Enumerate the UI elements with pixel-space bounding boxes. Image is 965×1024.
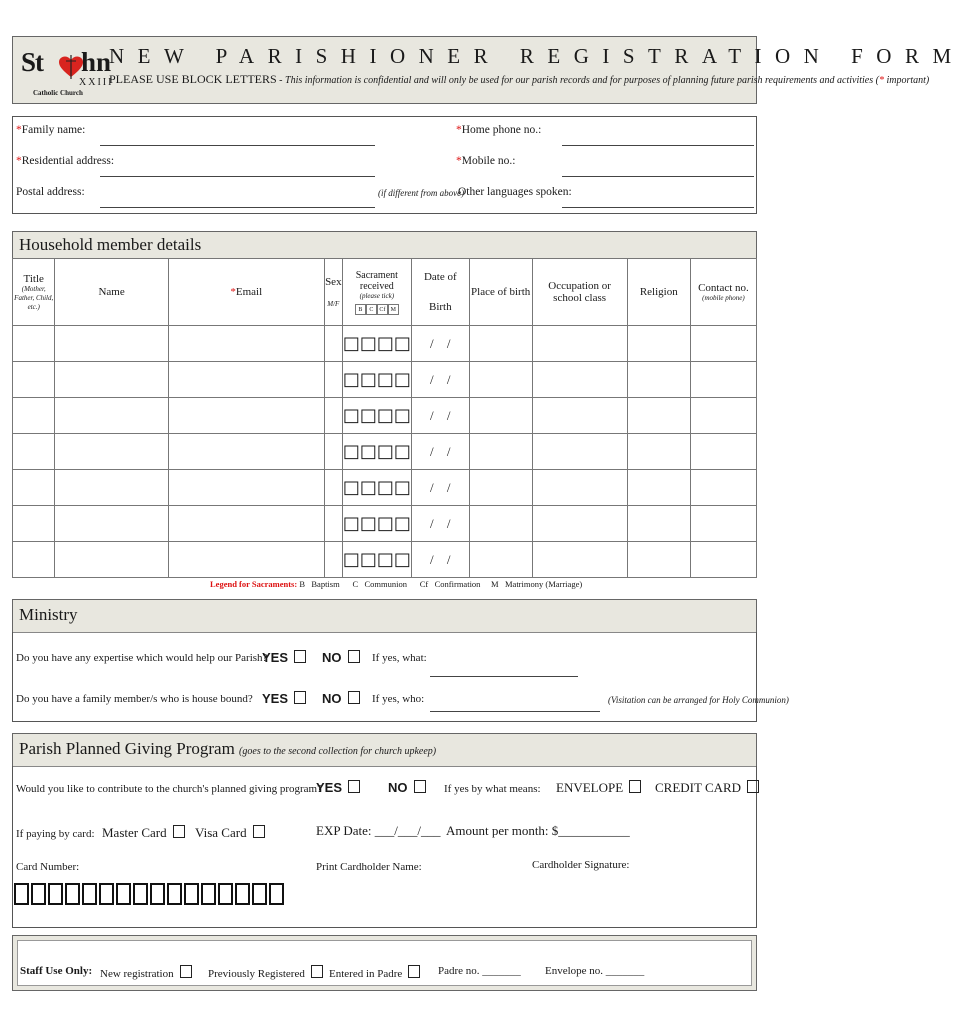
visitation-note: (Visitation can be arranged for Holy Communion) xyxy=(608,695,789,705)
entered-in-padre-option[interactable]: Entered in Padre xyxy=(329,965,420,980)
logo-xxiii: XXIII xyxy=(79,77,114,88)
religion-cell[interactable] xyxy=(627,326,690,362)
date-slashes: / / xyxy=(430,407,451,423)
house-bound-yes-option[interactable]: YES xyxy=(262,691,306,706)
card-digit-box[interactable] xyxy=(218,883,233,905)
house-bound-no-option[interactable]: NO xyxy=(322,691,360,706)
card-digit-box[interactable] xyxy=(235,883,250,905)
if-different-note: (if different from above) xyxy=(378,188,465,198)
card-digit-box[interactable] xyxy=(167,883,182,905)
new-registration-option[interactable]: New registration xyxy=(100,965,192,980)
sacrament-cell[interactable] xyxy=(342,470,411,506)
title-cell[interactable] xyxy=(13,398,55,434)
email-cell[interactable] xyxy=(168,470,324,506)
sacrament-cell[interactable] xyxy=(342,362,411,398)
checkbox[interactable] xyxy=(294,650,306,663)
card-digit-box[interactable] xyxy=(201,883,216,905)
credit-card-option[interactable]: CREDIT CARD xyxy=(655,780,759,796)
expertise-no-option[interactable]: NO xyxy=(322,650,360,665)
sac-c-header: C xyxy=(366,304,377,315)
contact-cell[interactable] xyxy=(690,434,756,470)
card-digit-box[interactable] xyxy=(252,883,267,905)
occupation-cell[interactable] xyxy=(532,326,627,362)
checkbox[interactable] xyxy=(173,825,185,838)
staff-use-label: Staff Use Only: xyxy=(20,965,93,977)
card-digit-box[interactable] xyxy=(116,883,131,905)
sacrament-cell[interactable] xyxy=(342,398,411,434)
legend-label: Legend for Sacraments: xyxy=(210,579,298,589)
household-table-body xyxy=(13,326,757,578)
household-member-row xyxy=(13,542,757,578)
if-paying-label: If paying by card: xyxy=(16,828,95,840)
card-digit-box[interactable] xyxy=(14,883,29,905)
place-of-birth-cell[interactable] xyxy=(469,542,532,578)
if-yes-who-field[interactable] xyxy=(430,711,600,712)
giving-section-title: Parish Planned Giving Program (goes to the second collection for church upkeep) xyxy=(19,739,437,758)
household-member-row xyxy=(13,434,757,470)
staff-use-section xyxy=(12,935,757,991)
other-languages-field[interactable] xyxy=(562,207,754,208)
block-letters-note: PLEASE USE BLOCK LETTERS xyxy=(109,72,277,86)
name-cell[interactable] xyxy=(55,398,168,434)
title-cell[interactable] xyxy=(13,326,55,362)
important-note: important) xyxy=(883,75,930,86)
expertise-yes-option[interactable]: YES xyxy=(262,650,306,665)
col-title: Title (Mother, Father, Child, etc.) xyxy=(13,259,55,326)
place-of-birth-cell[interactable] xyxy=(469,434,532,470)
title-cell[interactable] xyxy=(13,470,55,506)
expertise-question: Do you have any expertise which would help our Parish? xyxy=(16,652,268,664)
religion-cell[interactable] xyxy=(627,398,690,434)
sex-cell[interactable] xyxy=(324,470,342,506)
checkbox[interactable] xyxy=(311,965,323,978)
contact-cell[interactable] xyxy=(690,506,756,542)
date-of-birth-cell[interactable] xyxy=(411,362,469,398)
date-slashes: / / xyxy=(430,479,451,495)
sacrament-checkboxes[interactable]: □□□□ xyxy=(342,369,411,390)
sac-m-header: M xyxy=(388,304,399,315)
date-slashes: / / xyxy=(430,335,451,351)
col-email: *Email xyxy=(168,259,324,326)
date-slashes: / / xyxy=(430,515,451,531)
household-member-row xyxy=(13,326,757,362)
card-digit-box[interactable] xyxy=(184,883,199,905)
name-cell[interactable] xyxy=(55,362,168,398)
sac-b-header: B xyxy=(355,304,366,315)
col-sacrament: Sacrament received (please tick) B C Cf M xyxy=(342,259,411,326)
legend-items: B Baptism C Communion Cf Confirmation M Matrimony (Marriage) xyxy=(299,579,583,589)
checkbox[interactable] xyxy=(294,691,306,704)
email-cell[interactable] xyxy=(168,398,324,434)
religion-cell[interactable] xyxy=(627,506,690,542)
email-cell[interactable] xyxy=(168,542,324,578)
checkbox[interactable] xyxy=(348,650,360,663)
card-digit-box[interactable] xyxy=(150,883,165,905)
occupation-cell[interactable] xyxy=(532,398,627,434)
sex-cell[interactable] xyxy=(324,362,342,398)
giving-no-option[interactable]: NO xyxy=(388,780,426,795)
checkbox[interactable] xyxy=(348,691,360,704)
previously-registered-option[interactable]: Previously Registered xyxy=(208,965,323,980)
exp-date-field[interactable]: EXP Date: ___/___/___ xyxy=(316,823,441,838)
household-member-row xyxy=(13,398,757,434)
place-of-birth-cell[interactable] xyxy=(469,506,532,542)
email-cell[interactable] xyxy=(168,506,324,542)
if-yes-what-label: If yes, what: xyxy=(372,652,427,664)
religion-cell[interactable] xyxy=(627,362,690,398)
title-cell[interactable] xyxy=(13,542,55,578)
sex-cell[interactable] xyxy=(324,398,342,434)
email-cell[interactable] xyxy=(168,326,324,362)
name-cell[interactable] xyxy=(55,470,168,506)
cardholder-name-label: Print Cardholder Name: xyxy=(316,861,422,873)
home-phone-field[interactable] xyxy=(562,145,754,146)
ministry-section-bar xyxy=(12,599,757,633)
household-table xyxy=(12,258,757,578)
col-religion: Religion xyxy=(627,259,690,326)
giving-section-bar xyxy=(12,733,757,767)
contact-cell[interactable] xyxy=(690,362,756,398)
sacrament-cell[interactable] xyxy=(342,326,411,362)
other-languages-label: Other languages spoken: xyxy=(458,186,572,198)
card-digit-box[interactable] xyxy=(99,883,114,905)
sex-cell[interactable] xyxy=(324,542,342,578)
mobile-label: *Mobile no.: xyxy=(456,155,516,167)
sex-cell[interactable] xyxy=(324,506,342,542)
amount-per-month-field[interactable]: Amount per month: $___________ xyxy=(446,823,630,838)
family-name-field[interactable] xyxy=(100,145,375,146)
household-member-row xyxy=(13,470,757,506)
col-name: Name xyxy=(55,259,168,326)
card-digit-box[interactable] xyxy=(269,883,284,905)
date-of-birth-cell[interactable] xyxy=(411,326,469,362)
checkbox[interactable] xyxy=(180,965,192,978)
religion-cell[interactable] xyxy=(627,470,690,506)
sac-cf-header: Cf xyxy=(377,304,388,315)
sacrament-cell[interactable] xyxy=(342,506,411,542)
card-digit-box[interactable] xyxy=(133,883,148,905)
household-header-row xyxy=(13,259,757,326)
master-card-option[interactable]: Master Card xyxy=(102,825,185,841)
confidential-note: - This information is confidential and will only be used for our parish records and for purposes of planning future parish requirements and activities ( xyxy=(276,75,879,86)
title-cell[interactable] xyxy=(13,506,55,542)
giving-yes-option[interactable]: YES xyxy=(316,780,360,795)
title-cell[interactable] xyxy=(13,434,55,470)
col-occupation: Occupation or school class xyxy=(532,259,627,326)
place-of-birth-cell[interactable] xyxy=(469,326,532,362)
place-of-birth-cell[interactable] xyxy=(469,470,532,506)
name-cell[interactable] xyxy=(55,506,168,542)
sacrament-checkboxes[interactable]: □□□□ xyxy=(342,549,411,570)
giving-title-note: (goes to the second collection for church upkeep) xyxy=(239,746,437,757)
name-cell[interactable] xyxy=(55,542,168,578)
col-place-of-birth: Place of birth xyxy=(469,259,532,326)
giving-means-label: If yes by what means: xyxy=(444,783,541,795)
checkbox[interactable] xyxy=(629,780,641,793)
cardholder-signature-label: Cardholder Signature: xyxy=(532,859,630,871)
contact-cell[interactable] xyxy=(690,326,756,362)
home-phone-label: *Home phone no.: xyxy=(456,124,542,136)
house-bound-question: Do you have a family member/s who is house bound? xyxy=(16,693,253,705)
giving-question: Would you like to contribute to the church's planned giving program? xyxy=(16,783,322,795)
card-number-boxes[interactable] xyxy=(14,883,286,905)
date-of-birth-cell[interactable] xyxy=(411,470,469,506)
sex-cell[interactable] xyxy=(324,326,342,362)
ministry-section xyxy=(12,632,757,722)
family-name-label: *Family name: xyxy=(16,124,86,136)
card-digit-box[interactable] xyxy=(31,883,46,905)
required-star: * xyxy=(878,75,884,86)
sacrament-checkboxes[interactable]: □□□□ xyxy=(342,513,411,534)
envelope-no-field[interactable]: Envelope no. _______ xyxy=(545,965,645,977)
if-yes-what-field[interactable] xyxy=(430,676,578,677)
sacrament-checkboxes[interactable]: □□□□ xyxy=(342,405,411,426)
email-cell[interactable] xyxy=(168,434,324,470)
occupation-cell[interactable] xyxy=(532,542,627,578)
sacrament-checkboxes[interactable]: □□□□ xyxy=(342,441,411,462)
sacrament-checkboxes[interactable]: □□□□ xyxy=(342,477,411,498)
checkbox[interactable] xyxy=(348,780,360,793)
residential-address-field[interactable] xyxy=(100,176,375,177)
col-contact: Contact no. (mobile phone) xyxy=(690,259,756,326)
place-of-birth-cell[interactable] xyxy=(469,362,532,398)
sex-cell[interactable] xyxy=(324,434,342,470)
religion-cell[interactable] xyxy=(627,542,690,578)
occupation-cell[interactable] xyxy=(532,470,627,506)
contact-section xyxy=(12,116,757,214)
occupation-cell[interactable] xyxy=(532,506,627,542)
form-header xyxy=(12,36,965,104)
date-slashes: / / xyxy=(430,443,451,459)
date-of-birth-cell[interactable] xyxy=(411,398,469,434)
staff-use-inner xyxy=(17,940,752,986)
date-of-birth-cell[interactable] xyxy=(411,542,469,578)
name-cell[interactable] xyxy=(55,326,168,362)
sacrament-checkboxes[interactable]: □□□□ xyxy=(342,333,411,354)
title-cell[interactable] xyxy=(13,362,55,398)
envelope-option[interactable]: ENVELOPE xyxy=(556,780,641,796)
card-digit-box[interactable] xyxy=(82,883,97,905)
padre-no-field[interactable]: Padre no. _______ xyxy=(438,965,521,977)
household-member-row xyxy=(13,362,757,398)
checkbox[interactable] xyxy=(253,825,265,838)
sacrament-legend xyxy=(210,579,582,589)
contact-cell[interactable] xyxy=(690,398,756,434)
col-date-of-birth: Date of Birth xyxy=(411,259,469,326)
logo-church-label: Catholic Church xyxy=(33,89,83,97)
name-cell[interactable] xyxy=(55,434,168,470)
card-digit-box[interactable] xyxy=(48,883,63,905)
email-cell[interactable] xyxy=(168,362,324,398)
residential-address-label: *Residential address: xyxy=(16,155,115,167)
contact-cell[interactable] xyxy=(690,470,756,506)
if-yes-who-label: If yes, who: xyxy=(372,693,425,705)
place-of-birth-cell[interactable] xyxy=(469,398,532,434)
ministry-section-title: Ministry xyxy=(19,605,78,624)
checkbox[interactable] xyxy=(408,965,420,978)
card-number-label: Card Number: xyxy=(16,861,80,873)
household-member-row xyxy=(13,506,757,542)
date-slashes: / / xyxy=(430,371,451,387)
date-of-birth-cell[interactable] xyxy=(411,434,469,470)
postal-address-label: Postal address: xyxy=(16,186,85,198)
occupation-cell[interactable] xyxy=(532,434,627,470)
logo-st: St xyxy=(21,47,44,77)
date-of-birth-cell[interactable] xyxy=(411,506,469,542)
contact-cell[interactable] xyxy=(690,542,756,578)
household-section-title: Household member details xyxy=(19,235,202,254)
date-slashes: / / xyxy=(430,551,451,567)
sacrament-cell[interactable] xyxy=(342,434,411,470)
visa-card-option[interactable]: Visa Card xyxy=(195,825,265,841)
card-digit-box[interactable] xyxy=(65,883,80,905)
mobile-field[interactable] xyxy=(562,176,754,177)
postal-address-field[interactable] xyxy=(100,207,375,208)
religion-cell[interactable] xyxy=(627,434,690,470)
form-title: NEW PARISHIONER REGISTRATION FORM xyxy=(109,44,965,68)
household-section-bar xyxy=(12,231,757,259)
col-sex: Sex M/F xyxy=(324,259,342,326)
checkbox[interactable] xyxy=(747,780,759,793)
form-subtitle xyxy=(109,72,929,87)
sacrament-cell[interactable] xyxy=(342,542,411,578)
logo-hn: hn xyxy=(81,47,112,77)
occupation-cell[interactable] xyxy=(532,362,627,398)
checkbox[interactable] xyxy=(414,780,426,793)
